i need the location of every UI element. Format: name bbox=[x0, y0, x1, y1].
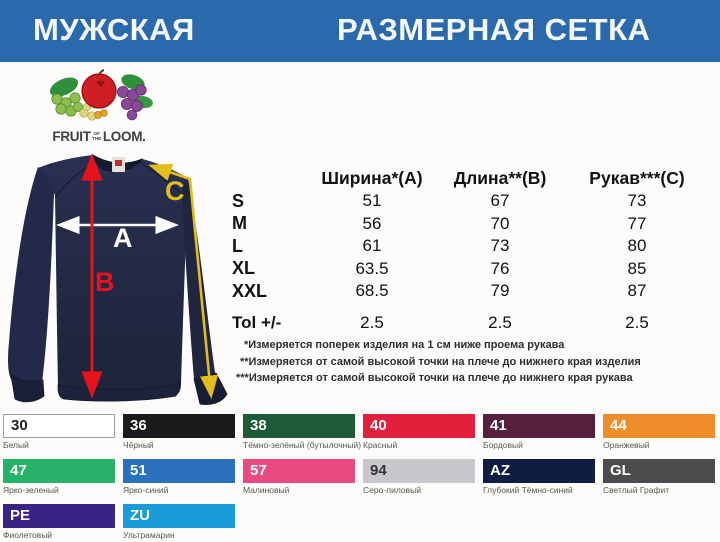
size-label: XXL bbox=[232, 280, 268, 301]
color-swatch bbox=[363, 414, 475, 450]
measurement-footnotes bbox=[236, 337, 641, 387]
width-value: 2.5 bbox=[360, 312, 384, 332]
length-value: 2.5 bbox=[488, 312, 512, 332]
column-header-sleeve: Рукав***(C) bbox=[589, 167, 685, 188]
color-name: Глубокий Тёмно-синий bbox=[483, 485, 573, 495]
page-title-gender: МУЖСКАЯ bbox=[33, 12, 195, 47]
color-swatch-box bbox=[243, 414, 355, 438]
color-name: Ярко-синий bbox=[123, 485, 169, 495]
color-code: AZ bbox=[490, 462, 510, 479]
sleeve-value: 73 bbox=[627, 191, 647, 211]
color-swatch bbox=[3, 459, 115, 495]
table-row bbox=[232, 213, 714, 236]
color-swatch-box bbox=[3, 504, 115, 528]
color-swatch-box bbox=[363, 459, 475, 483]
color-name: Чёрный bbox=[123, 440, 154, 450]
size-label: Tol +/- bbox=[232, 312, 282, 332]
color-code: 36 bbox=[130, 417, 147, 434]
table-row bbox=[232, 312, 714, 335]
color-swatch bbox=[3, 414, 115, 450]
color-swatch bbox=[123, 504, 235, 540]
color-swatch bbox=[603, 459, 715, 495]
color-swatch bbox=[123, 459, 235, 495]
length-label: B bbox=[95, 267, 115, 297]
column-header-width: Ширина*(A) bbox=[321, 167, 423, 188]
sleeve-value: 85 bbox=[627, 258, 647, 278]
footnote-line: **Измеряется от самой высокой точки на плече до нижнего края изделия bbox=[240, 355, 641, 368]
color-name: Белый bbox=[3, 440, 29, 450]
length-value: 76 bbox=[490, 258, 510, 278]
color-swatch bbox=[123, 414, 235, 450]
width-value: 61 bbox=[362, 236, 382, 256]
size-table bbox=[232, 166, 714, 334]
color-swatch bbox=[483, 459, 595, 495]
size-label: L bbox=[232, 235, 243, 256]
size-label: M bbox=[232, 213, 247, 234]
color-swatch-box bbox=[483, 414, 595, 438]
brand-wordmark bbox=[38, 129, 160, 144]
table-row bbox=[232, 280, 714, 303]
color-swatch bbox=[603, 414, 715, 450]
brand-word-loom: LOOM. bbox=[102, 129, 146, 144]
color-code: 94 bbox=[370, 462, 387, 479]
color-swatch-box bbox=[123, 459, 235, 483]
color-code: 41 bbox=[490, 417, 507, 434]
sleeve-value: 80 bbox=[627, 236, 647, 256]
color-code: 38 bbox=[250, 417, 267, 434]
color-name: Тёмно-зелёный (бутылочный) bbox=[243, 440, 362, 450]
color-code: GL bbox=[610, 462, 631, 479]
color-swatch-box bbox=[3, 459, 115, 483]
color-swatch bbox=[243, 459, 355, 495]
color-name: Красный bbox=[363, 440, 398, 450]
color-name: Светлый Графит bbox=[603, 485, 670, 495]
color-swatch-box bbox=[123, 504, 235, 528]
footnote-line: *Измеряется поперек изделия на 1 см ниже проема рукава bbox=[244, 339, 565, 351]
length-value: 70 bbox=[490, 213, 510, 233]
sleeve-label: C bbox=[165, 176, 185, 206]
width-label: A bbox=[113, 223, 133, 253]
sweatshirt-right-sleeve bbox=[182, 178, 227, 405]
page-title-sizechart: РАЗМЕРНАЯ СЕТКА bbox=[337, 12, 651, 47]
color-code: 51 bbox=[130, 462, 147, 479]
sleeve-value: 77 bbox=[627, 213, 647, 233]
neck-tag-print bbox=[115, 160, 122, 166]
length-value: 73 bbox=[490, 236, 510, 256]
color-swatch-box bbox=[3, 414, 115, 438]
color-name: Серо-лиловый bbox=[363, 485, 422, 495]
sweatshirt-left-sleeve bbox=[8, 167, 54, 402]
table-row bbox=[232, 190, 714, 213]
brand-logo bbox=[38, 66, 160, 144]
table-row bbox=[232, 258, 714, 281]
brand-word-ofthe: OF THE bbox=[92, 130, 102, 141]
color-name: Ярко-зеленый bbox=[3, 485, 59, 495]
color-swatch-box bbox=[603, 414, 715, 438]
color-code: PE bbox=[10, 507, 31, 524]
fruit-cluster-icon bbox=[40, 66, 158, 124]
color-swatch bbox=[483, 414, 595, 450]
color-swatch-box bbox=[603, 459, 715, 483]
color-name: Бордовый bbox=[483, 440, 523, 450]
color-name: Фиолетовый bbox=[3, 530, 53, 540]
color-swatch bbox=[3, 504, 115, 540]
sleeve-value: 2.5 bbox=[625, 312, 649, 332]
color-swatch-box bbox=[363, 414, 475, 438]
length-value: 67 bbox=[490, 191, 510, 211]
color-code: 47 bbox=[10, 462, 27, 479]
color-name: Ультрамарин bbox=[123, 530, 175, 540]
brand-word-fruit: FRUIT bbox=[52, 129, 91, 144]
column-header-length: Длина**(B) bbox=[453, 167, 547, 188]
width-value: 56 bbox=[362, 213, 382, 233]
color-swatch-box bbox=[243, 459, 355, 483]
color-swatch-grid bbox=[3, 414, 715, 540]
width-value: 68.5 bbox=[355, 281, 389, 301]
color-name: Малиновый bbox=[243, 485, 290, 495]
color-code: ZU bbox=[130, 507, 150, 524]
width-value: 63.5 bbox=[355, 258, 389, 278]
color-swatch bbox=[363, 459, 475, 495]
color-code: 30 bbox=[11, 417, 28, 434]
color-swatch bbox=[243, 414, 362, 450]
color-code: 57 bbox=[250, 462, 267, 479]
size-label: XL bbox=[232, 258, 256, 279]
header-bar bbox=[0, 0, 720, 62]
color-code: 44 bbox=[610, 417, 627, 434]
sweatshirt-diagram bbox=[0, 147, 260, 410]
color-swatch-box bbox=[123, 414, 235, 438]
sleeve-value: 87 bbox=[627, 281, 647, 301]
size-table-header bbox=[232, 166, 714, 190]
color-swatch-box bbox=[483, 459, 595, 483]
size-table-body bbox=[232, 190, 714, 334]
color-name: Оранжевый bbox=[603, 440, 650, 450]
width-value: 51 bbox=[362, 191, 382, 211]
footnote-line: ***Измеряется от самой высокой точки на плече до нижнего края рукава bbox=[236, 372, 633, 384]
size-label: S bbox=[232, 190, 245, 211]
table-row bbox=[232, 235, 714, 258]
length-value: 79 bbox=[490, 281, 510, 301]
color-code: 40 bbox=[370, 417, 387, 434]
